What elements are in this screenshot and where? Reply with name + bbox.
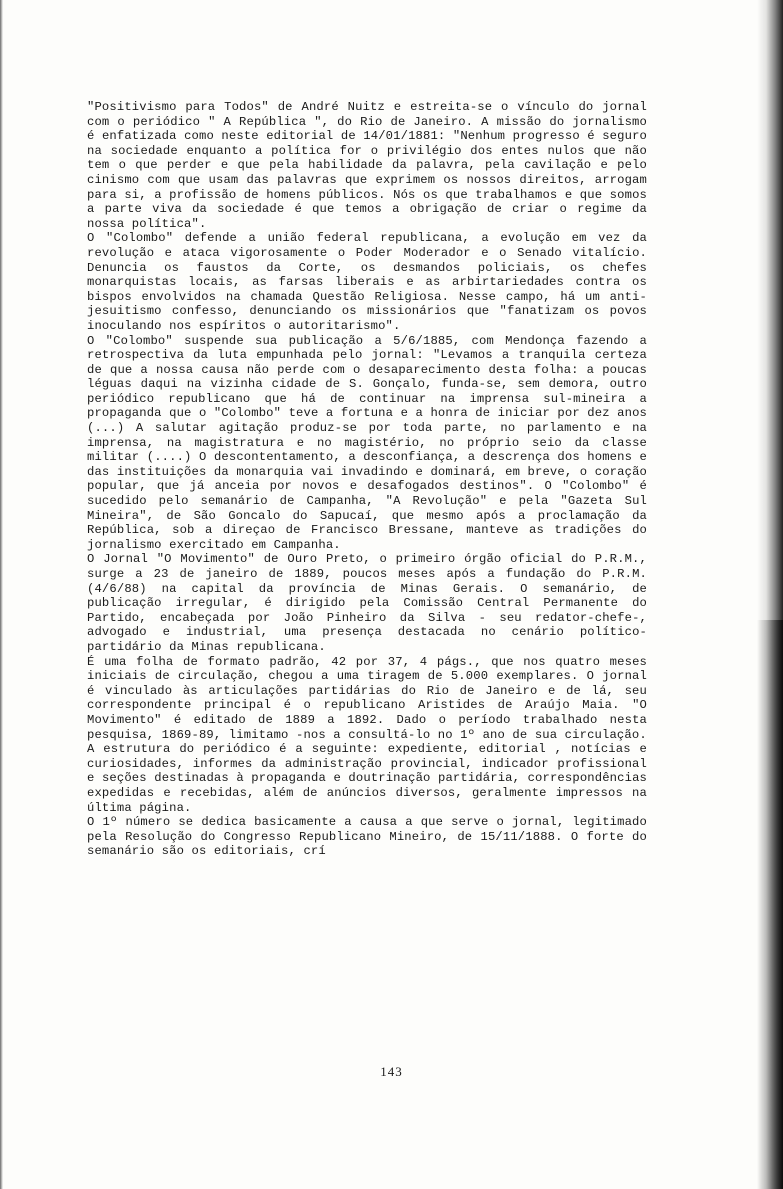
paragraph-colombo-suspende: O "Colombo" suspende sua publicação a 5/6/1885, com Mendonça fazendo a retrospectiva da luta empunhada pelo jornal: "Levamos a tranquila certeza de que a nossa causa não perde com o desaparecimento desta folha: a poucas léguas daqui na vizinha cidade de S. Gonçalo, funda-se, sem demora, outro periódico republicano que há de continuar na imprensa sul-mineira a propaganda que o "Colombo" teve a fortuna e a honra de iniciar por dez anos (...) A salutar agitação produz-se por toda parte, no parlamento e na imprensa, na magistratura e no magistério, no próprio seio da classe militar (....) O descontentamento, a desconfiança, a descrença dos homens e das instituições da monarquia vai invadindo e dominará, em breve, o coração popular, que já anceia por novos e desafogados destinos". O "Colombo" é sucedido pelo semanário de Campanha, "A Revolução" e pela "Gazeta Sul Mineira", de São Goncalo do Sapucaí, que mesmo após a proclamação da República, sob a direçao de Francisco Bressane, manteve as tradições do jornalismo exercitado em Campanha. (87, 333, 647, 552)
scan-left-edge (0, 0, 3, 1189)
scan-right-edge-shadow (757, 0, 783, 1189)
document-body (87, 100, 647, 859)
paragraph-primeiro-numero: O 1º número se dedica basicamente a causa a que serve o jornal, legitimado pela Resolução do Congresso Republicano Mineiro, de 15/11/1888. O forte do semanário são os editoriais, crí (87, 815, 647, 859)
scan-right-edge-lower-shadow (757, 620, 783, 1189)
paragraph-positivismo: "Positivismo para Todos" de André Nuitz e estreita-se o vínculo do jornal com o periódico " A República ", do Rio de Janeiro. A missão do jornalismo é enfatizada como neste editorial de 14/01/1881: "Nenhum progresso é seguro na sociedade enquanto a política for o privilégio dos entes nulos que não tem o que perder e que pela habilidade da palavra, pela cavilação e pelo cinismo com que usam das palavras que exprimem os nossos direitos, arrogam para si, a profissão de homens públicos. Nós os que trabalhamos e que somos a parte viva da sociedade é que temos a obrigação de criar o regime da nossa política". (87, 100, 647, 231)
paragraph-colombo-defende: O "Colombo" defende a união federal republicana, a evolução em vez da revolução e ataca vigorosamente o Poder Moderador e o Senado vitalício. Denuncia os faustos da Corte, os desmandos policiais, os chefes monarquistas locais, as farsas liberais e as arbirtariedades contra os bispos envolvidos na chamada Questão Religiosa. Nesse campo, há um anti-jesuitismo confesso, denunciando os missionários que "fanatizam os povos inoculando nos espíritos o autoritarismo". (87, 231, 647, 333)
paragraph-estrutura: A estrutura do periódico é a seguinte: expediente, editorial , notícias e curiosidades, informes da administração provincial, indicador profissional e seções destinadas à propaganda e doutrinação partidária, correspondências expedidas e recebidas, além de anúncios diversos, geralmente impressos na última página. (87, 742, 647, 815)
paragraph-formato-padrao: É uma folha de formato padrão, 42 por 37, 4 págs., que nos quatro meses iniciais de circulação, chegou a uma tiragem de 5.000 exemplares. O jornal é vinculado às articulações partidárias do Rio de Janeiro e de lá, seu correspondente principal é o republicano Aristides de Araújo Maia. "O Movimento" é editado de 1889 a 1892. Dado o período trabalhado nesta pesquisa, 1869-89, limitamo -nos a consultá-lo no 1º ano de sua circulação. (87, 654, 647, 742)
page-number: 143 (380, 1064, 403, 1079)
paragraph-o-movimento: O Jornal "O Movimento" de Ouro Preto, o primeiro órgão oficial do P.R.M., surge a 23 de janeiro de 1889, poucos meses após a fundação do P.R.M. (4/6/88) na capital da província de Minas Gerais. O semanário, de publicação irregular, é dirigido pela Comissão Central Permanente do Partido, encabeçada por João Pinheiro da Silva - seu redator-chefe-, advogado e industrial, uma presença destacada no cenário político-partidário da Minas republicana. (87, 552, 647, 654)
